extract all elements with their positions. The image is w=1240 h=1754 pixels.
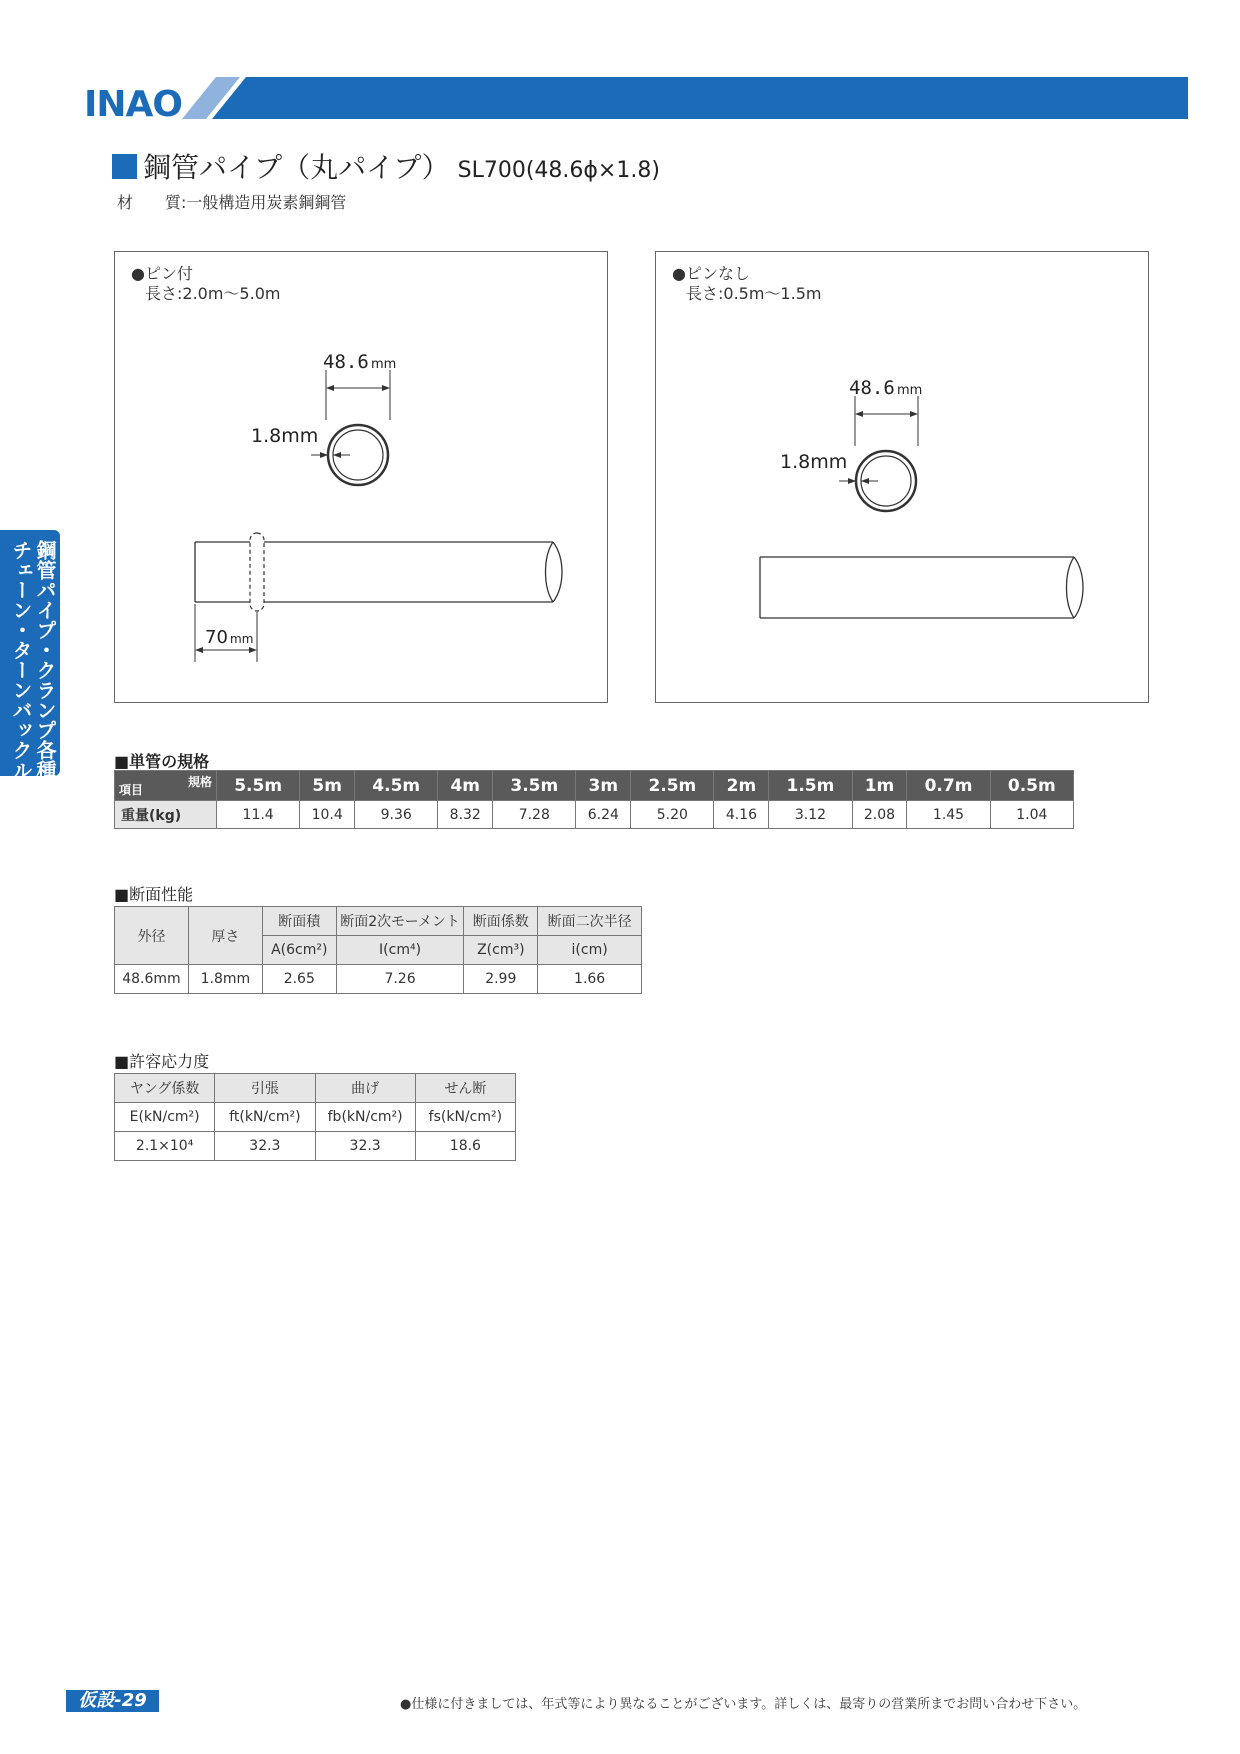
moment-value: 7.26 <box>336 965 464 994</box>
spec-weight-cell: 11.4 <box>217 801 300 829</box>
area-unit: A(6cm²) <box>262 936 336 965</box>
category-side-tab <box>0 530 60 860</box>
diagram-right-type: ●ピンなし <box>672 264 750 283</box>
tension-unit: ft(kN/cm²) <box>215 1103 315 1132</box>
spec-length-header: 0.7m <box>907 771 990 801</box>
thickness-header: 厚さ <box>188 907 262 965</box>
page-title <box>112 146 660 186</box>
spec-length-header: 1.5m <box>769 771 852 801</box>
diagram-left-length: 長さ:2.0m〜5.0m <box>145 284 281 303</box>
spec-length-header: 1m <box>852 771 907 801</box>
spec-corner-top: 規格 <box>187 775 212 789</box>
left-diameter-value: 48.6 <box>323 351 369 373</box>
pipe-spec-table <box>114 770 1074 829</box>
title-model: SL700(48.6ϕ×1.8) <box>457 158 660 183</box>
right-diameter-value: 48.6 <box>849 377 895 399</box>
tension-header: 引張 <box>215 1074 315 1103</box>
side-tab-line-2: チェーン・ターンバックル・足場板 <box>9 540 33 860</box>
spec-length-header: 5m <box>300 771 355 801</box>
spec-section-title: ■単管の規格 <box>114 752 210 771</box>
modulus-value: 2.99 <box>464 965 538 994</box>
spec-weight-cell: 9.36 <box>355 801 438 829</box>
stress-value-row <box>115 1132 516 1161</box>
title-main: 鋼管パイプ（丸パイプ） <box>143 151 450 184</box>
young-header: ヤング係数 <box>115 1074 215 1103</box>
outer-diameter-value: 48.6mm <box>115 965 189 994</box>
allowable-stress-table <box>114 1073 516 1161</box>
right-thickness-label: 1.8mm <box>780 451 848 473</box>
spec-weight-cell: 3.12 <box>769 801 852 829</box>
page-number: 仮設-29 <box>66 1690 159 1712</box>
section-perf-title: ■断面性能 <box>114 885 194 904</box>
material-spec: 材 質:一般構造用炭素鋼鋼管 <box>117 193 347 212</box>
radius-unit: i(cm) <box>538 936 642 965</box>
bending-value: 32.3 <box>315 1132 415 1161</box>
stress-section-title: ■許容応力度 <box>114 1052 210 1071</box>
spec-row-label: 重量(kg) <box>115 801 217 829</box>
stress-unit-row <box>115 1103 516 1132</box>
spec-length-header: 4.5m <box>355 771 438 801</box>
shear-value: 18.6 <box>415 1132 515 1161</box>
spec-weight-cell: 4.16 <box>714 801 769 829</box>
section-performance-table <box>114 906 642 994</box>
header-banner <box>182 77 1188 119</box>
spec-weight-cell: 7.28 <box>493 801 576 829</box>
right-diameter-unit: mm <box>897 383 923 398</box>
left-pin-offset-value: 70 <box>205 627 228 648</box>
spec-weight-cell: 1.04 <box>990 801 1073 829</box>
spec-length-header: 5.5m <box>217 771 300 801</box>
diagram-with-pin <box>114 251 608 703</box>
outer-diameter-header: 外径 <box>115 907 189 965</box>
section-header-row <box>115 907 642 936</box>
left-pin-offset-unit: mm <box>230 632 254 646</box>
company-logo: INAO <box>84 84 182 125</box>
pipe-without-pin-drawing <box>656 252 1150 704</box>
young-unit: E(kN/cm²) <box>115 1103 215 1132</box>
modulus-header: 断面係数 <box>464 907 538 936</box>
spec-length-header: 3m <box>576 771 631 801</box>
stress-header-row <box>115 1074 516 1103</box>
spec-weight-cell: 10.4 <box>300 801 355 829</box>
spec-length-header: 2m <box>714 771 769 801</box>
diagram-without-pin <box>655 251 1149 703</box>
tension-value: 32.3 <box>215 1132 315 1161</box>
diagram-right-length: 長さ:0.5m〜1.5m <box>686 284 822 303</box>
spec-weight-cell: 5.20 <box>631 801 714 829</box>
spec-corner-cell <box>115 771 217 801</box>
moment-unit: I(cm⁴) <box>336 936 464 965</box>
bending-header: 曲げ <box>315 1074 415 1103</box>
young-value: 2.1×10⁴ <box>115 1132 215 1161</box>
shear-header: せん断 <box>415 1074 515 1103</box>
footer-note: ●仕様に付きましては、年式等により異なることがございます。詳しくは、最寄りの営業所までお問い合わせ下さい。 <box>400 1697 1087 1712</box>
spec-weight-cell: 6.24 <box>576 801 631 829</box>
spec-weight-row <box>115 801 1074 829</box>
thickness-value: 1.8mm <box>188 965 262 994</box>
radius-value: 1.66 <box>538 965 642 994</box>
diagram-left-type: ●ピン付 <box>131 264 193 283</box>
side-tab-line-1: 鋼管パイプ・クランプ各種 <box>33 540 57 780</box>
moment-header: 断面2次モーメント <box>336 907 464 936</box>
area-value: 2.65 <box>262 965 336 994</box>
spec-weight-cell: 8.32 <box>438 801 493 829</box>
spec-weight-cell: 2.08 <box>852 801 907 829</box>
spec-length-header: 2.5m <box>631 771 714 801</box>
spec-corner-bottom: 項目 <box>119 783 144 797</box>
radius-header: 断面二次半径 <box>538 907 642 936</box>
title-square-icon <box>112 154 137 179</box>
spec-header-row <box>115 771 1074 801</box>
bending-unit: fb(kN/cm²) <box>315 1103 415 1132</box>
pipe-with-pin-drawing <box>115 252 609 704</box>
left-thickness-label: 1.8mm <box>251 425 319 447</box>
spec-length-header: 4m <box>438 771 493 801</box>
spec-length-header: 3.5m <box>493 771 576 801</box>
shear-unit: fs(kN/cm²) <box>415 1103 515 1132</box>
area-header: 断面積 <box>262 907 336 936</box>
section-value-row <box>115 965 642 994</box>
left-diameter-unit: mm <box>371 357 397 372</box>
modulus-unit: Z(cm³) <box>464 936 538 965</box>
spec-weight-cell: 1.45 <box>907 801 990 829</box>
spec-length-header: 0.5m <box>990 771 1073 801</box>
